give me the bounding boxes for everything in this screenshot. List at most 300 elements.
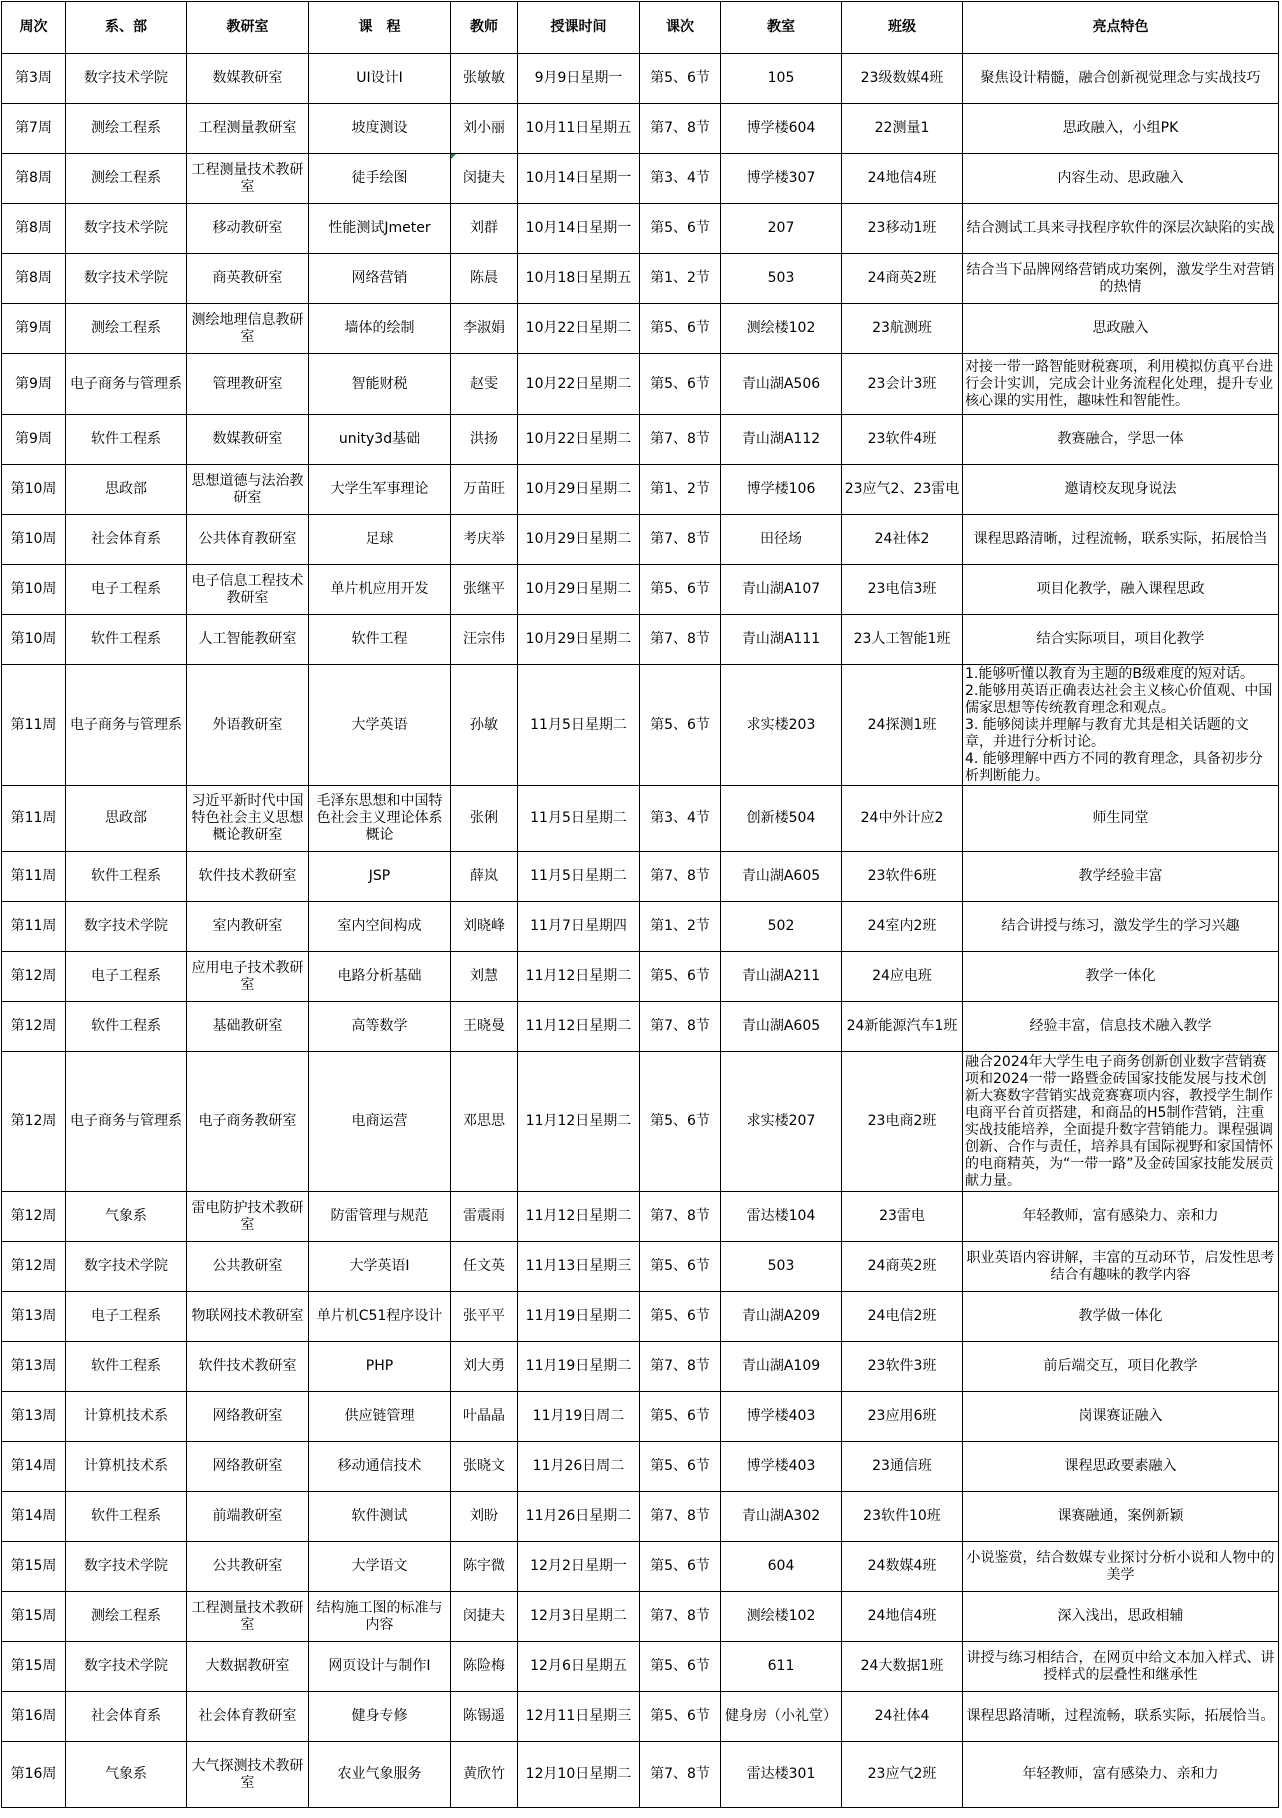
schedule-table: [1, 1, 1279, 1808]
cell-teacher: 张平平: [451, 1292, 518, 1342]
cell-room: 青山湖A302: [721, 1492, 842, 1542]
cell-period: 第7、8节: [640, 1492, 721, 1542]
cell-department: 电子商务与管理系: [66, 665, 187, 786]
cell-highlight: 课程思路清晰，过程流畅，联系实际，拓展恰当。: [963, 1692, 1279, 1742]
table-row: [2, 565, 1279, 615]
header-period: 课次: [640, 2, 721, 54]
cell-time: 12月11日星期三: [518, 1692, 640, 1742]
cell-office: 管理教研室: [187, 354, 309, 415]
cell-room: 博学楼403: [721, 1392, 842, 1442]
cell-week: 第15周: [2, 1592, 66, 1642]
cell-week: 第12周: [2, 1002, 66, 1052]
cell-week: 第13周: [2, 1342, 66, 1392]
cell-week: 第10周: [2, 515, 66, 565]
cell-time: 11月5日星期二: [518, 665, 640, 786]
cell-time: 11月5日星期二: [518, 852, 640, 902]
cell-highlight: 教学一体化: [963, 952, 1279, 1002]
cell-course: 防雷管理与规范: [309, 1192, 451, 1242]
cell-course: 电商运营: [309, 1052, 451, 1192]
cell-class: 23软件10班: [842, 1492, 963, 1542]
cell-week: 第12周: [2, 1052, 66, 1192]
cell-time: 11月12日星期二: [518, 1052, 640, 1192]
cell-room: 青山湖A112: [721, 415, 842, 465]
cell-highlight: 课程思政要素融入: [963, 1442, 1279, 1492]
cell-week: 第9周: [2, 354, 66, 415]
cell-office: 移动教研室: [187, 204, 309, 254]
cell-course: 足球: [309, 515, 451, 565]
cell-room: 青山湖A109: [721, 1342, 842, 1392]
cell-office: 电子商务教研室: [187, 1052, 309, 1192]
cell-week: 第11周: [2, 665, 66, 786]
cell-office: 室内教研室: [187, 902, 309, 952]
table-row: [2, 154, 1279, 204]
cell-office: 雷电防护技术教研室: [187, 1192, 309, 1242]
cell-highlight: 课程思路清晰，过程流畅，联系实际，拓展恰当: [963, 515, 1279, 565]
header-course: 课 程: [309, 2, 451, 54]
cell-week: 第12周: [2, 952, 66, 1002]
cell-office: 基础教研室: [187, 1002, 309, 1052]
cell-highlight: 内容生动、思政融入: [963, 154, 1279, 204]
cell-class: 24地信4班: [842, 154, 963, 204]
cell-period: 第5、6节: [640, 1052, 721, 1192]
cell-room: 青山湖A605: [721, 852, 842, 902]
cell-course: UI设计Ⅰ: [309, 54, 451, 104]
cell-office: 测绘地理信息教研室: [187, 304, 309, 354]
cell-room: 雷达楼301: [721, 1742, 842, 1808]
cell-class: 24电信2班: [842, 1292, 963, 1342]
cell-class: 24大数据1班: [842, 1642, 963, 1692]
cell-department: 软件工程系: [66, 1342, 187, 1392]
cell-room: 502: [721, 902, 842, 952]
cell-highlight: 结合讲授与练习，激发学生的学习兴趣: [963, 902, 1279, 952]
cell-course: unity3d基础: [309, 415, 451, 465]
cell-time: 10月22日星期二: [518, 354, 640, 415]
cell-highlight: 思政融入: [963, 304, 1279, 354]
cell-teacher: 张继平: [451, 565, 518, 615]
cell-class: 23软件6班: [842, 852, 963, 902]
table-row: [2, 1242, 1279, 1292]
cell-highlight: 年轻教师，富有感染力、亲和力: [963, 1742, 1279, 1808]
table-row: [2, 902, 1279, 952]
cell-course: 网页设计与制作Ⅰ: [309, 1642, 451, 1692]
cell-highlight: 职业英语内容讲解，丰富的互动环节，启发性思考结合有趣味的教学内容: [963, 1242, 1279, 1292]
cell-week: 第11周: [2, 902, 66, 952]
cell-department: 测绘工程系: [66, 154, 187, 204]
cell-period: 第5、6节: [640, 1392, 721, 1442]
cell-class: 23航测班: [842, 304, 963, 354]
cell-class: 23雷电: [842, 1192, 963, 1242]
cell-office: 习近平新时代中国特色社会主义思想概论教研室: [187, 786, 309, 852]
table-row: [2, 1642, 1279, 1692]
table-row: [2, 415, 1279, 465]
cell-teacher: 王晓曼: [451, 1002, 518, 1052]
table-row: [2, 1192, 1279, 1242]
cell-course: 室内空间构成: [309, 902, 451, 952]
cell-office: 网络教研室: [187, 1442, 309, 1492]
header-week: 周次: [2, 2, 66, 54]
cell-course: 大学生军事理论: [309, 465, 451, 515]
cell-teacher: 闵捷夫: [451, 154, 518, 204]
cell-teacher: 刘小丽: [451, 104, 518, 154]
header-department: 系、部: [66, 2, 187, 54]
cell-period: 第5、6节: [640, 1542, 721, 1592]
cell-room: 105: [721, 54, 842, 104]
cell-teacher: 陈宇微: [451, 1542, 518, 1592]
table-row: [2, 104, 1279, 154]
cell-period: 第7、8节: [640, 1742, 721, 1808]
cell-class: 24室内2班: [842, 902, 963, 952]
cell-period: 第7、8节: [640, 852, 721, 902]
cell-course: 坡度测设: [309, 104, 451, 154]
cell-week: 第16周: [2, 1742, 66, 1808]
cell-course: 网络营销: [309, 254, 451, 304]
cell-highlight: 聚焦设计精髓，融合创新视觉理念与实战技巧: [963, 54, 1279, 104]
table-row: [2, 1442, 1279, 1492]
cell-department: 数字技术学院: [66, 1242, 187, 1292]
cell-office: 前端教研室: [187, 1492, 309, 1542]
cell-department: 软件工程系: [66, 415, 187, 465]
cell-class: 24数媒4班: [842, 1542, 963, 1592]
cell-course: 智能财税: [309, 354, 451, 415]
cell-period: 第7、8节: [640, 1192, 721, 1242]
cell-room: 博学楼403: [721, 1442, 842, 1492]
cell-time: 11月19日周二: [518, 1392, 640, 1442]
cell-highlight: 思政融入，小组PK: [963, 104, 1279, 154]
cell-department: 社会体育系: [66, 515, 187, 565]
cell-teacher: 赵雯: [451, 354, 518, 415]
cell-time: 11月13日星期三: [518, 1242, 640, 1292]
cell-office: 电子信息工程技术教研室: [187, 565, 309, 615]
cell-highlight: 结合当下品牌网络营销成功案例，激发学生对营销的热情: [963, 254, 1279, 304]
cell-highlight: 教学做一体化: [963, 1292, 1279, 1342]
cell-highlight: 融合2024年大学生电子商务创新创业数字营销赛项和2024一带一路暨金砖国家技能发展与技术创新大赛数字营销实战竞赛赛项内容，教授学生制作电商平台首页搭建，和商品的H5制作营销，注重实战技能培养，全面提升数字营销能力。课程强调创新、合作与责任，培养具有国际视野和家国情怀的电商精英，为“一带一路”及金砖国家技能发展贡献力量。: [963, 1052, 1279, 1192]
cell-teacher: 刘大勇: [451, 1342, 518, 1392]
cell-period: 第3、4节: [640, 154, 721, 204]
cell-time: 10月11日星期五: [518, 104, 640, 154]
cell-department: 电子工程系: [66, 1292, 187, 1342]
cell-week: 第11周: [2, 786, 66, 852]
cell-teacher: 叶晶晶: [451, 1392, 518, 1442]
cell-class: 24地信4班: [842, 1592, 963, 1642]
table-row: [2, 852, 1279, 902]
cell-department: 软件工程系: [66, 615, 187, 665]
cell-time: 10月29日星期二: [518, 615, 640, 665]
cell-class: 23软件3班: [842, 1342, 963, 1392]
cell-week: 第8周: [2, 154, 66, 204]
cell-period: 第7、8节: [640, 515, 721, 565]
cell-class: 23应气2、23雷电: [842, 465, 963, 515]
table-row: [2, 54, 1279, 104]
cell-time: 9月9日星期一: [518, 54, 640, 104]
cell-room: 测绘楼102: [721, 304, 842, 354]
cell-week: 第13周: [2, 1392, 66, 1442]
cell-office: 商英教研室: [187, 254, 309, 304]
cell-period: 第7、8节: [640, 1002, 721, 1052]
cell-office: 网络教研室: [187, 1392, 309, 1442]
cell-course: 健身专修: [309, 1692, 451, 1742]
cell-week: 第14周: [2, 1492, 66, 1542]
cell-room: 博学楼604: [721, 104, 842, 154]
cell-time: 10月22日星期二: [518, 304, 640, 354]
cell-teacher: 张晓文: [451, 1442, 518, 1492]
cell-week: 第10周: [2, 615, 66, 665]
cell-time: 11月26日星期二: [518, 1492, 640, 1542]
cell-department: 数字技术学院: [66, 254, 187, 304]
cell-office: 社会体育教研室: [187, 1692, 309, 1742]
cell-teacher: 陈险梅: [451, 1642, 518, 1692]
header-office: 教研室: [187, 2, 309, 54]
cell-office: 公共教研室: [187, 1242, 309, 1292]
table-row: [2, 952, 1279, 1002]
cell-room: 503: [721, 1242, 842, 1292]
cell-highlight: 师生同堂: [963, 786, 1279, 852]
cell-highlight: 结合测试工具来寻找程序软件的深层次缺陷的实战: [963, 204, 1279, 254]
cell-course: 供应链管理: [309, 1392, 451, 1442]
cell-department: 数字技术学院: [66, 54, 187, 104]
cell-week: 第9周: [2, 415, 66, 465]
cell-time: 11月19日星期二: [518, 1292, 640, 1342]
table-row: [2, 304, 1279, 354]
cell-time: 12月3日星期二: [518, 1592, 640, 1642]
table-row: [2, 515, 1279, 565]
table-row: [2, 1002, 1279, 1052]
cell-course: 大学英语: [309, 665, 451, 786]
cell-teacher: 刘盼: [451, 1492, 518, 1542]
cell-office: 工程测量技术教研室: [187, 154, 309, 204]
cell-week: 第3周: [2, 54, 66, 104]
cell-room: 青山湖A111: [721, 615, 842, 665]
cell-room: 求实楼207: [721, 1052, 842, 1192]
cell-office: 人工智能教研室: [187, 615, 309, 665]
cell-class: 24新能源汽车1班: [842, 1002, 963, 1052]
cell-period: 第5、6节: [640, 1242, 721, 1292]
header-room: 教室: [721, 2, 842, 54]
cell-time: 11月12日星期二: [518, 1002, 640, 1052]
cell-class: 24探测1班: [842, 665, 963, 786]
cell-time: 10月14日星期一: [518, 154, 640, 204]
cell-office: 公共体育教研室: [187, 515, 309, 565]
table-row: [2, 354, 1279, 415]
cell-office: 大数据教研室: [187, 1642, 309, 1692]
cell-class: 24中外计应2: [842, 786, 963, 852]
cell-time: 11月5日星期二: [518, 786, 640, 852]
cell-course: 高等数学: [309, 1002, 451, 1052]
cell-teacher: 黄欣竹: [451, 1742, 518, 1808]
cell-time: 11月12日星期二: [518, 952, 640, 1002]
cell-period: 第5、6节: [640, 665, 721, 786]
cell-teacher: 雷震雨: [451, 1192, 518, 1242]
cell-room: 雷达楼104: [721, 1192, 842, 1242]
cell-course: 徒手绘图: [309, 154, 451, 204]
cell-department: 数字技术学院: [66, 902, 187, 952]
cell-course: 毛泽东思想和中国特色社会主义理论体系概论: [309, 786, 451, 852]
cell-teacher: 陈晨: [451, 254, 518, 304]
cell-office: 工程测量技术教研室: [187, 1592, 309, 1642]
cell-class: 23通信班: [842, 1442, 963, 1492]
cell-office: 软件技术教研室: [187, 1342, 309, 1392]
cell-teacher: 刘群: [451, 204, 518, 254]
cell-time: 12月2日星期一: [518, 1542, 640, 1592]
cell-class: 23级数媒4班: [842, 54, 963, 104]
cell-highlight: 经验丰富，信息技术融入教学: [963, 1002, 1279, 1052]
cell-department: 数字技术学院: [66, 1542, 187, 1592]
cell-time: 10月22日星期二: [518, 415, 640, 465]
cell-time: 11月26日周二: [518, 1442, 640, 1492]
table-row: [2, 204, 1279, 254]
cell-room: 青山湖A506: [721, 354, 842, 415]
cell-period: 第5、6节: [640, 304, 721, 354]
cell-room: 503: [721, 254, 842, 304]
cell-highlight: 深入浅出，思政相辅: [963, 1592, 1279, 1642]
cell-course: JSP: [309, 852, 451, 902]
cell-highlight: 项目化教学，融入课程思政: [963, 565, 1279, 615]
cell-room: 博学楼307: [721, 154, 842, 204]
cell-department: 气象系: [66, 1192, 187, 1242]
cell-period: 第1、2节: [640, 902, 721, 952]
cell-time: 10月29日星期二: [518, 465, 640, 515]
cell-room: 青山湖A209: [721, 1292, 842, 1342]
cell-period: 第3、4节: [640, 786, 721, 852]
cell-period: 第7、8节: [640, 1342, 721, 1392]
cell-room: 创新楼504: [721, 786, 842, 852]
cell-teacher: 万苗旺: [451, 465, 518, 515]
cell-office: 思想道德与法治教研室: [187, 465, 309, 515]
cell-office: 软件技术教研室: [187, 852, 309, 902]
cell-office: 应用电子技术教研室: [187, 952, 309, 1002]
cell-course: 移动通信技术: [309, 1442, 451, 1492]
table-row: [2, 1542, 1279, 1592]
cell-office: 数媒教研室: [187, 54, 309, 104]
cell-class: 23电信3班: [842, 565, 963, 615]
cell-office: 公共教研室: [187, 1542, 309, 1592]
cell-week: 第8周: [2, 204, 66, 254]
cell-department: 测绘工程系: [66, 304, 187, 354]
cell-teacher: 陈锡遥: [451, 1692, 518, 1742]
cell-department: 测绘工程系: [66, 1592, 187, 1642]
cell-course: 单片机应用开发: [309, 565, 451, 615]
cell-highlight: 1.能够听懂以教育为主题的B级难度的短对话。 2.能够用英语正确表达社会主义核心价值观、中国儒家思想等传统教育理念和观点。 3. 能够阅读并理解与教育尤其是相关话题的文章，并进行分析讨论。 4. 能够理解中西方不同的教育理念，具备初步分析判断能力。: [963, 665, 1279, 786]
cell-teacher: 考庆举: [451, 515, 518, 565]
cell-room: 青山湖A605: [721, 1002, 842, 1052]
cell-week: 第15周: [2, 1642, 66, 1692]
cell-department: 软件工程系: [66, 852, 187, 902]
cell-class: 24应电班: [842, 952, 963, 1002]
cell-department: 计算机技术系: [66, 1442, 187, 1492]
header-row: [2, 2, 1279, 54]
cell-room: 博学楼106: [721, 465, 842, 515]
cell-teacher: 闵捷夫: [451, 1592, 518, 1642]
cell-class: 24商英2班: [842, 1242, 963, 1292]
cell-course: 电路分析基础: [309, 952, 451, 1002]
cell-teacher: 洪扬: [451, 415, 518, 465]
table-row: [2, 465, 1279, 515]
cell-highlight: 前后端交互，项目化教学: [963, 1342, 1279, 1392]
cell-teacher: 李淑娟: [451, 304, 518, 354]
table-row: [2, 1592, 1279, 1642]
cell-room: 青山湖A107: [721, 565, 842, 615]
cell-highlight: 结合实际项目，项目化教学: [963, 615, 1279, 665]
cell-week: 第13周: [2, 1292, 66, 1342]
cell-highlight: 小说鉴赏，结合数媒专业探讨分析小说和人物中的美学: [963, 1542, 1279, 1592]
cell-highlight: 教赛融合，学思一体: [963, 415, 1279, 465]
cell-office: 物联网技术教研室: [187, 1292, 309, 1342]
cell-week: 第15周: [2, 1542, 66, 1592]
cell-course: 大学语文: [309, 1542, 451, 1592]
cell-class: 23应气2班: [842, 1742, 963, 1808]
table-row: [2, 1392, 1279, 1442]
cell-course: 农业气象服务: [309, 1742, 451, 1808]
cell-department: 测绘工程系: [66, 104, 187, 154]
cell-class: 22测量1: [842, 104, 963, 154]
cell-week: 第14周: [2, 1442, 66, 1492]
cell-period: 第7、8节: [640, 104, 721, 154]
cell-time: 11月12日星期二: [518, 1192, 640, 1242]
cell-room: 青山湖A211: [721, 952, 842, 1002]
cell-highlight: 岗课赛证融入: [963, 1392, 1279, 1442]
cell-highlight: 讲授与练习相结合，在网页中给文本加入样式、讲授样式的层叠性和继承性: [963, 1642, 1279, 1692]
cell-period: 第1、2节: [640, 254, 721, 304]
cell-period: 第5、6节: [640, 1292, 721, 1342]
cell-time: 10月29日星期二: [518, 565, 640, 615]
cell-period: 第5、6节: [640, 54, 721, 104]
cell-week: 第7周: [2, 104, 66, 154]
table-row: [2, 786, 1279, 852]
cell-department: 电子工程系: [66, 565, 187, 615]
cell-week: 第10周: [2, 565, 66, 615]
cell-office: 外语教研室: [187, 665, 309, 786]
header-teacher: 教师: [451, 2, 518, 54]
table-row: [2, 665, 1279, 786]
table-row: [2, 1692, 1279, 1742]
cell-room: 健身房（小礼堂）: [721, 1692, 842, 1742]
cell-course: 单片机C51程序设计: [309, 1292, 451, 1342]
cell-teacher: 刘慧: [451, 952, 518, 1002]
cell-period: 第5、6节: [640, 354, 721, 415]
cell-course: PHP: [309, 1342, 451, 1392]
cell-department: 思政部: [66, 465, 187, 515]
table-row: [2, 1342, 1279, 1392]
cell-class: 23应用6班: [842, 1392, 963, 1442]
cell-week: 第12周: [2, 1192, 66, 1242]
cell-highlight: 对接一带一路智能财税赛项，利用模拟仿真平台进行会计实训，完成会计业务流程化处理，提升专业核心课的实用性，趣味性和智能性。: [963, 354, 1279, 415]
cell-department: 软件工程系: [66, 1002, 187, 1052]
cell-department: 电子商务与管理系: [66, 354, 187, 415]
cell-class: 23软件4班: [842, 415, 963, 465]
cell-time: 10月14日星期一: [518, 204, 640, 254]
cell-office: 大气探测技术教研室: [187, 1742, 309, 1808]
cell-course: 大学英语Ⅰ: [309, 1242, 451, 1292]
cell-teacher: 邓思思: [451, 1052, 518, 1192]
cell-room: 207: [721, 204, 842, 254]
cell-class: 24商英2班: [842, 254, 963, 304]
cell-course: 软件工程: [309, 615, 451, 665]
cell-room: 田径场: [721, 515, 842, 565]
header-time: 授课时间: [518, 2, 640, 54]
table-row: [2, 1492, 1279, 1542]
cell-class: 24社体4: [842, 1692, 963, 1742]
cell-week: 第11周: [2, 852, 66, 902]
cell-week: 第10周: [2, 465, 66, 515]
cell-teacher: 汪宗伟: [451, 615, 518, 665]
cell-course: 结构施工图的标准与内容: [309, 1592, 451, 1642]
cell-week: 第9周: [2, 304, 66, 354]
cell-highlight: 教学经验丰富: [963, 852, 1279, 902]
cell-department: 计算机技术系: [66, 1392, 187, 1442]
cell-period: 第5、6节: [640, 204, 721, 254]
cell-time: 10月18日星期五: [518, 254, 640, 304]
cell-period: 第7、8节: [640, 415, 721, 465]
cell-highlight: 邀请校友现身说法: [963, 465, 1279, 515]
